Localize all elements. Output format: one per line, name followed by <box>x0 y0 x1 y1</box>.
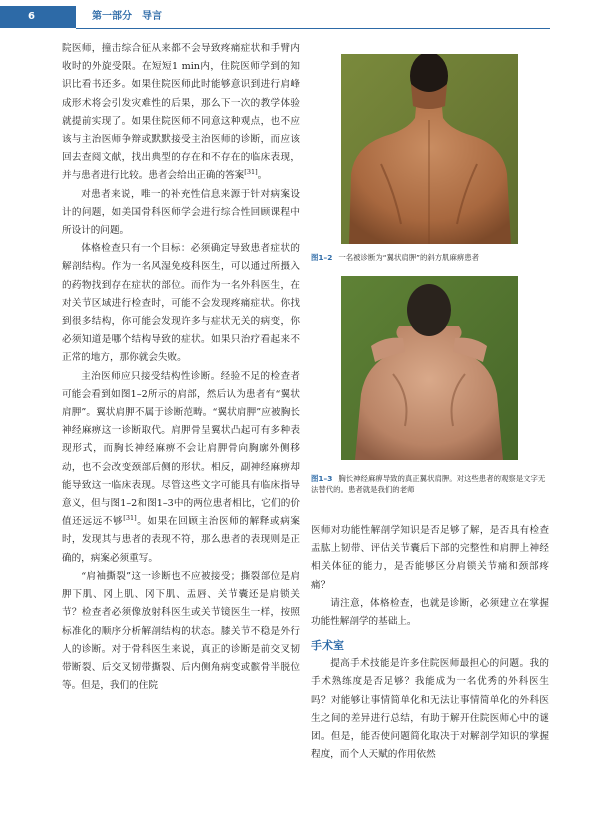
patient-back-photo-2 <box>341 276 518 460</box>
figure-number: 图1–2 <box>311 253 333 262</box>
left-column <box>62 40 300 695</box>
paragraph: 对患者来说，唯一的补充性信息来源于针对病案设计的问题，如美国骨科医师学会进行综合性回顾课程中所设计的问题。 <box>62 188 300 237</box>
paragraph <box>62 368 300 568</box>
patient-back-photo-1 <box>341 54 518 244</box>
right-column <box>311 522 549 764</box>
header-rule <box>76 28 550 29</box>
figure-caption-text: 一名被诊断为“翼状肩胛”的斜方肌麻痹患者 <box>338 253 480 262</box>
figure-caption-1 <box>311 252 561 263</box>
page-number: 6 <box>28 11 35 22</box>
paragraph-text: 。 <box>136 516 148 528</box>
page-header <box>0 0 616 34</box>
paragraph: “肩袖撕裂”这一诊断也不应被接受；撕裂部位是肩胛下肌、冈上肌、冈下肌、盂唇、关节囊还是肩锁关节？检查者必须像放射科医生或关节镜医生一样，按照标准化的顺序分析解剖结构的状态。膝关节不稳是外行人的诊断。对于骨科医生来说，真正的诊断是前交叉韧带断裂、后交叉韧带撕裂、后内侧角病变或髌骨半脱位等。但是，我们的住院 <box>62 570 300 692</box>
section-heading: 手术室 <box>311 639 344 653</box>
citation: [31] <box>123 514 137 523</box>
citation: [31] <box>244 168 258 177</box>
paragraph-text: 院医师，撞击综合征从来都不会导致疼痛症状和手臂内收时的外旋受限。在短短1 min内，住院医师学到的知识比看书还多。如果住院医师此时能够意识到进行肩峰成形术将会引发灾难性的后果，那么下一次的教学体验就提前实现了。如果住院医师不同意这种观点，也不应该与主治医师争辩或默默接受主治医师的诊断，而应该回去查阅文献，找出典型的存在和不存在的临床表现，并与患者进行比较。患者会给出正确的答案 <box>62 43 300 182</box>
figure-number: 图1–3 <box>311 474 333 483</box>
page-number-box <box>0 6 76 28</box>
photo-illustration-2 <box>341 276 518 460</box>
paragraph-text: 主治医师应只接受结构性诊断。经验不足的检查者可能会看到如图1–2所示的肩部，然后认为患者有“翼状肩胛”。翼状肩胛不属于诊断范畴。“翼状肩胛”应被胸长神经麻痹这一诊断取代。肩胛骨呈翼状凸起可有多种表现形式，而胸长神经麻痹不会让肩胛骨向胸廓外侧移动，也不会改变颈部后侧的形状。相反，副神经麻痹却能导致这一临床表现。尽管这些文字可能具有临床指导意义，但与图1–2和图1–3中的两位患者相比，它们的价值还远远不够 <box>62 370 300 528</box>
paragraph: 院医师，撞击综合征从来都不会导致疼痛症状和手臂内收时的外旋受限。在短短1 min内，住院医师学到的知识比看书还多。如果住院医师此时能够意识到进行肩峰成形术将会引发灾难性的后果，那么下一次的教学体验就提前实现了。如果住院医师不同意这种观点，也不应该与主治医师争辩或默默接受主治医师的诊断，而应该回去查阅文献，找出典型的存在和不存在的临床表现，并与患者进行比较。患者会给出正确的答案[31]。 <box>62 43 300 182</box>
paragraph: 体格检查只有一个目标：必须确定导致患者症状的解剖结构。作为一名风湿免疫科医生，可以通过所摄入的药物找到存在症状的部位。而作为一名外科医生，在对关节区域进行检查时，可能不会发现疼痛症状。你找到很多结构，你可能会发现许多与症状无关的病变，你必须知道是哪个结构导致的症状。如果只治疗看起来不正常的地方，那你就会失败。 <box>62 243 300 364</box>
paragraph-text: 如果在回顾主治医师的解释或病案时，发现其与患者的表现不符，那么患者的表现则是正确的，病案必须重写。 <box>62 516 301 564</box>
paragraph: 医师对功能性解剖学知识是否足够了解，是否具有检查盂肱上韧带、评估关节囊后下部的完整性和肩胛上神经相关体征的能力，是否能够区分肩锁关节痛和颈部疼痛？ <box>311 525 549 591</box>
figure-caption-2 <box>311 473 551 495</box>
paragraph: 提高手术技能是许多住院医师最担心的问题。我的手术熟练度是否足够？我能成为一名优秀的外科医生吗？对能够让事情简单化和无法让事情简单化的外科医生之间的差异进行总结，有助于解开住院医师心中的谜团。但是，能否使问题简化取决于对解剖学知识的掌握程度，而个人天赋的作用依然 <box>311 658 549 761</box>
figure-caption-text: 胸长神经麻痹导致的真正翼状肩胛。对这些患者的观察是文字无法替代的。患者就是我们的老师 <box>311 474 546 494</box>
photo-illustration-1 <box>341 54 518 244</box>
paragraph: 请注意，体格检查，也就是诊断，必须建立在掌握功能性解剖学的基础上。 <box>311 597 549 628</box>
running-head: 第一部分 导言 <box>92 11 162 22</box>
